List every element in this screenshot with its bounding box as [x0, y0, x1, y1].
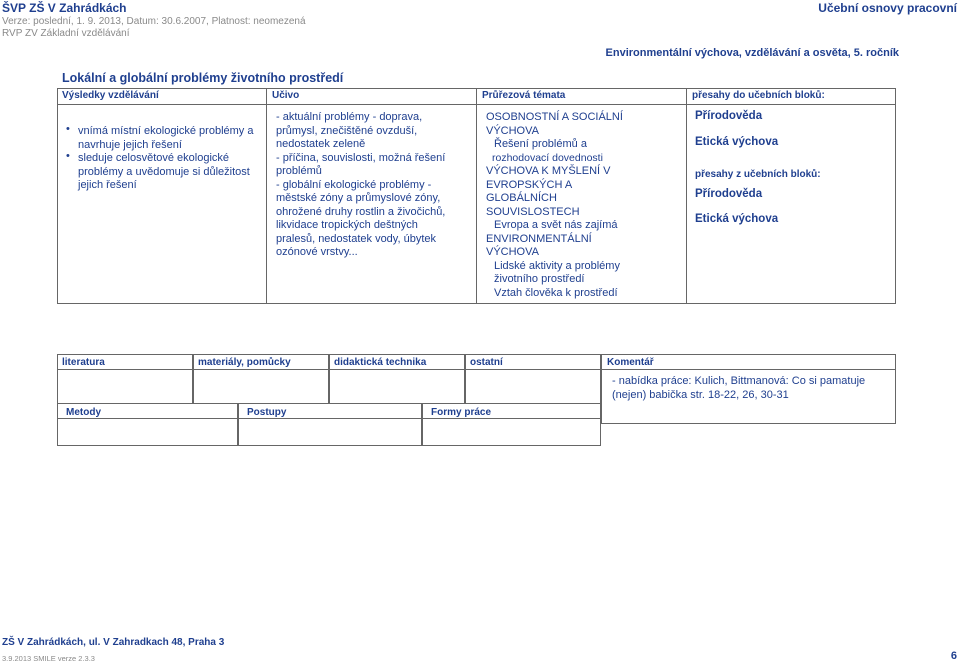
literature-cell [57, 369, 193, 404]
forms-cell [422, 418, 601, 446]
theme-title: GLOBÁLNÍCH [486, 192, 557, 204]
theme-title: ENVIRONMENTÁLNÍ [486, 232, 592, 245]
curriculum-line: ohrožené druhy rostlin a živočichů, [276, 205, 446, 218]
school-name: ŠVP ZŠ V Zahrádkách [2, 1, 127, 15]
transfer-from-label: přesahy z učebních bloků: [695, 169, 821, 180]
procedures-label: Postupy [247, 407, 287, 418]
document-type: Učební osnovy pracovní [818, 1, 957, 15]
bullet-icon: • [66, 150, 70, 162]
themes-cell [486, 111, 681, 300]
curriculum-line: městské zóny a průmyslové zóny, [276, 192, 441, 204]
subject-grade: Environmentální výchova, vzdělávání a osvěta, 5. ročník [605, 47, 899, 59]
theme-title: OSOBNOSTNÍ A SOCIÁLNÍ [486, 111, 623, 123]
curriculum-cell [276, 111, 476, 260]
curriculum-line: - aktuální problémy - doprava, [276, 111, 423, 123]
outcome-item [66, 152, 256, 193]
rvp-info: RVP ZV Základní vzdělávání [2, 28, 130, 39]
procedures-cell [238, 418, 422, 446]
theme-item: rozhodovací dovednosti [492, 151, 603, 164]
transfers-cell [695, 111, 890, 227]
literature-label: literatura [62, 357, 105, 368]
methods-cell [57, 418, 238, 446]
forms-label: Formy práce [431, 407, 492, 418]
header-curriculum: Učivo [272, 90, 300, 101]
theme-item: životního prostředí [494, 273, 585, 285]
curriculum-line: problémů [276, 165, 322, 177]
other-cell [465, 369, 601, 404]
page-number: 6 [950, 650, 957, 662]
theme-title: VÝCHOVA [486, 124, 539, 137]
header-outcomes: Výsledky vzdělávání [62, 90, 159, 101]
transfer-from-item: Etická výchova [695, 212, 779, 225]
section-title: Lokální a globální problémy životního prostředí [62, 71, 344, 85]
column-divider [686, 88, 687, 304]
column-divider [476, 88, 477, 304]
theme-item: Lidské aktivity a problémy [494, 259, 620, 272]
materials-cell [193, 369, 329, 404]
outcome-text: vnímá místní ekologické problémy a navrhuje jejich řešení [78, 125, 254, 151]
version-info: Verze: poslední, 1. 9. 2013, Datum: 30.6.2007, Platnost: neomezená [2, 16, 306, 27]
curriculum-line: nedostatek zeleně [276, 138, 366, 150]
theme-title: SOUVISLOSTECH [486, 205, 580, 218]
footer-date-version: 3.9.2013 SMILE verze 2.3.3 [2, 654, 95, 663]
transfer-to-item: Přírodověda [695, 110, 763, 122]
didactic-cell [329, 369, 465, 404]
curriculum-line: ozónové vrstvy... [276, 246, 358, 258]
didactic-label: didaktická technika [334, 357, 427, 368]
theme-title: EVROPSKÝCH A [486, 178, 573, 191]
materials-label: materiály, pomůcky [198, 357, 291, 368]
transfer-to-item: Etická výchova [695, 136, 779, 148]
theme-item: Evropa a svět nás zajímá [494, 219, 618, 231]
footer-school-address: ZŠ V Zahrádkách, ul. V Zahradkach 48, Praha 3 [2, 637, 225, 648]
curriculum-line: pralesů, nedostatek vody, úbytek [276, 232, 437, 245]
outcomes-cell [66, 125, 256, 193]
column-divider [266, 88, 267, 304]
header-themes: Průřezová témata [482, 90, 566, 101]
curriculum-line: likvidace tropických deštných [276, 219, 418, 231]
transfer-from-item: Přírodověda [695, 187, 763, 200]
methods-label: Metody [66, 407, 101, 418]
outcome-text: sleduje celosvětové ekologické problémy a uvědomuje si důležitost jejich řešení [78, 152, 250, 191]
curriculum-line: - příčina, souvislosti, možná řešení [276, 151, 446, 164]
comment-label: Komentář [607, 357, 654, 368]
comment-text: - nabídka práce: Kulich, Bittmanová: Co si pamatuje (nejen) babička str. 18-22, 26, 30-31 [612, 375, 866, 401]
outcome-item [66, 125, 256, 152]
theme-item: Vztah člověka k prostředí [494, 286, 618, 299]
theme-title: VÝCHOVA K MYŠLENÍ V [486, 165, 611, 177]
theme-item: Řešení problémů a [494, 138, 587, 150]
curriculum-line: - globální ekologické problémy - [276, 178, 432, 191]
other-label: ostatní [470, 357, 503, 368]
bullet-icon: • [66, 123, 70, 135]
curriculum-line: průmysl, znečištěné ovzduší, [276, 124, 418, 137]
theme-title: VÝCHOVA [486, 246, 539, 258]
header-transfers: přesahy do učebních bloků: [692, 90, 825, 101]
